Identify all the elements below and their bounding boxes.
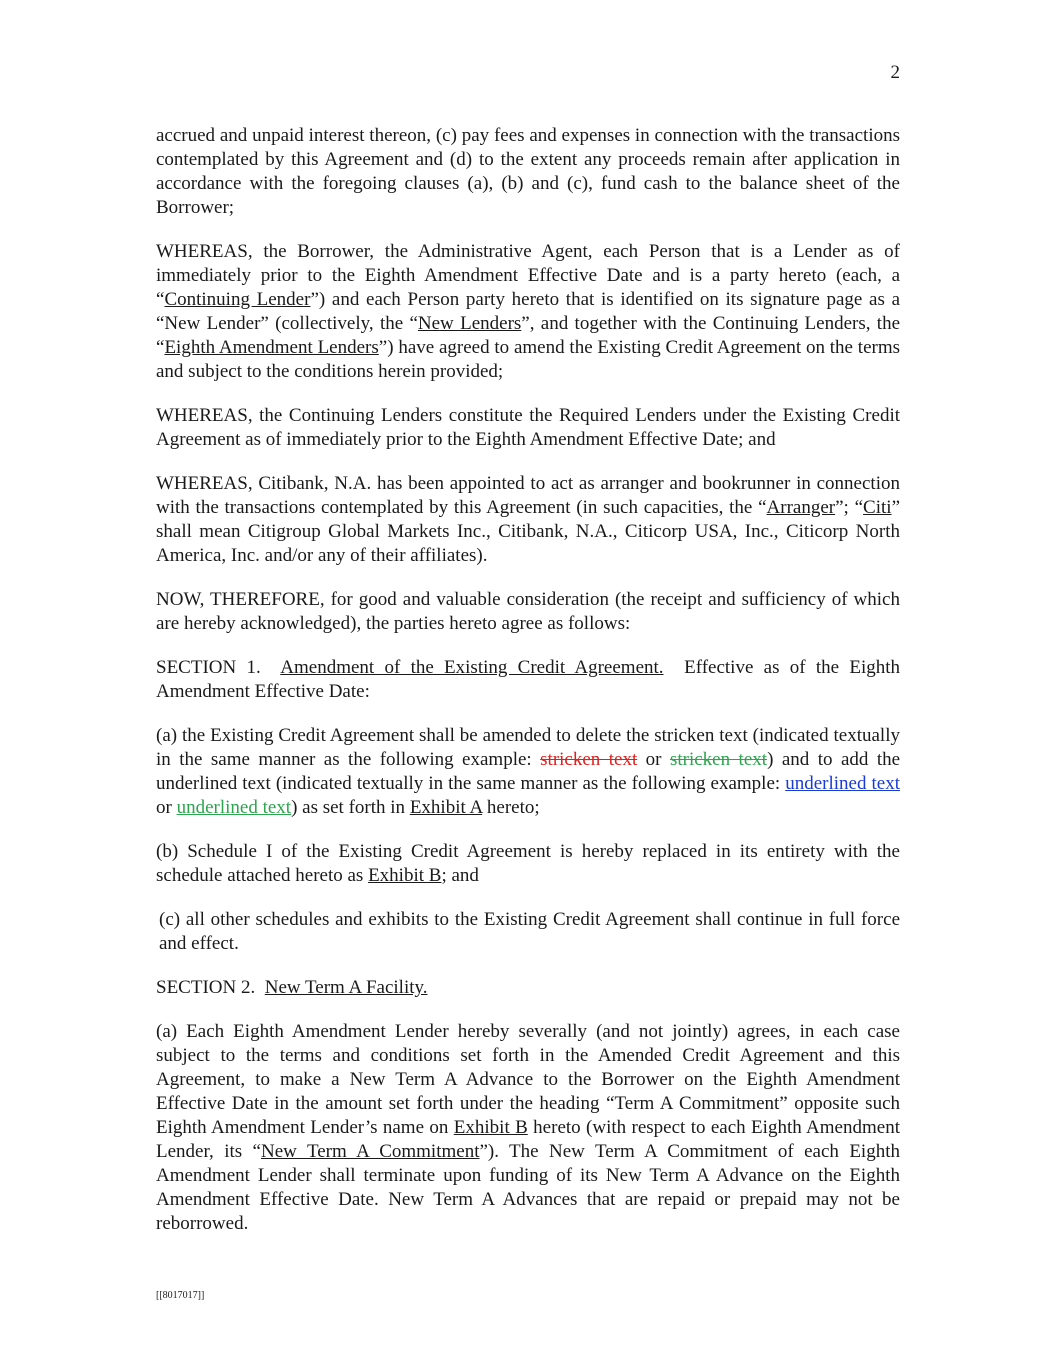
text-run: ”; “ [835, 497, 864, 518]
example-stricken-red: stricken text [540, 749, 638, 770]
section-1-heading: Amendment of the Existing Credit Agreement. [280, 657, 664, 678]
text-run: WHEREAS, Citibank, N.A. has been appointed to act as arranger and bookrunner in connection with the transactions contemplated by this Agreement (in such capacities, the “ [156, 473, 900, 518]
text-run: (b) Schedule I of the Existing Credit Agreement is hereby replaced in its entirety with the schedule attached hereto as [156, 841, 900, 886]
section-2-heading: New Term A Facility. [264, 977, 428, 998]
section-1-label: SECTION 1. [156, 657, 261, 678]
document-body [156, 124, 900, 1256]
paragraph-whereas-arranger [156, 472, 900, 568]
defined-term-eighth-amendment-lenders: Eighth Amendment Lenders [164, 337, 379, 358]
paragraph-whereas-lenders [156, 240, 900, 384]
text-run: WHEREAS, the Borrower, the Administrative Agent, each Person that is a Lender as of immediately prior to the Eighth Amendment Effective Date and is a party hereto (each, a “ [156, 241, 900, 310]
section-1-clause-c: (c) all other schedules and exhibits to the Existing Credit Agreement shall continue in full force and effect. [159, 909, 900, 954]
exhibit-b-reference: Exhibit B [368, 865, 442, 886]
section-2-clause-a [156, 1020, 900, 1236]
text-run: ”). The New Term A Commitment of each Eighth Amendment Lender shall terminate upon funding of its New Term A Advance on the Eighth Amendment Effective Date. New Term A Advances that are repaid or prepaid may not be reborrowed. [156, 1141, 900, 1234]
text-run: ) as set forth in [291, 797, 410, 818]
defined-term-new-lenders: New Lenders [417, 313, 522, 334]
text-run: or [156, 797, 177, 818]
example-stricken-green: stricken text [669, 749, 768, 770]
defined-term-new-term-a-commitment: New Term A Commitment [261, 1141, 480, 1162]
exhibit-b-reference: Exhibit B [453, 1117, 528, 1138]
text-run: (a) the Existing Credit Agreement shall be amended to delete the stricken text (indicated textually in the same manner as the following example: [156, 725, 900, 770]
text-run: (a) Each Eighth Amendment Lender hereby severally (and not jointly) agrees, in each case subject to the terms and conditions set forth in the Amended Credit Agreement and this Agreement, to make a New Term A Advance to the Borrower on the Eighth Amendment Effective Date in the amount set forth under the heading “Term A Commitment” opposite such Eighth Amendment Lender’s name on [156, 1021, 900, 1138]
text-run: ”, and together with the Continuing Lenders, the “ [156, 313, 900, 358]
text-run: ”) have agreed to amend the Existing Credit Agreement on the terms and subject to the conditions herein provided; [156, 337, 901, 382]
defined-term-arranger: Arranger [766, 497, 836, 518]
example-underlined-blue: underlined text [785, 773, 900, 794]
section-1-text: Effective as of the Eighth Amendment Effective Date: [156, 657, 901, 702]
exhibit-a-reference: Exhibit A [409, 797, 483, 818]
section-2-label: SECTION 2. [156, 977, 256, 998]
section-1-clause-b [156, 840, 900, 888]
text-run: hereto; [482, 797, 540, 818]
section-1-clause-a [156, 724, 900, 820]
text-run: or [637, 749, 670, 770]
section-1 [156, 656, 900, 704]
text-run: hereto (with respect to each Eighth Amendment Lender, its “ [156, 1117, 900, 1162]
defined-term-citi: Citi [863, 497, 892, 518]
page-number: 2 [890, 62, 900, 83]
text-run: ”) and each Person party hereto that is identified on its signature page as a “New Lender” (collectively, the “ [156, 289, 900, 334]
section-2 [156, 976, 900, 1000]
text-run: ” shall mean Citigroup Global Markets Inc., Citibank, N.A., Citicorp USA, Inc., Citicorp North America, Inc. and/or any of their affiliates). [156, 497, 900, 566]
document-footer-id: [[8017017]] [156, 1290, 205, 1301]
text-run: ) and to add the underlined text (indicated textually in the same manner as the following example: [156, 749, 901, 794]
defined-term-continuing-lender: Continuing Lender [164, 289, 311, 310]
example-underlined-green: underlined text [176, 797, 292, 818]
paragraph-whereas-required-lenders: WHEREAS, the Continuing Lenders constitute the Required Lenders under the Existing Credit Agreement as of immediately prior to the Eighth Amendment Effective Date; and [156, 405, 900, 450]
paragraph-now-therefore: NOW, THEREFORE, for good and valuable consideration (the receipt and sufficiency of which are hereby acknowledged), the parties hereto agree as follows: [156, 589, 900, 634]
text-run: ; and [441, 865, 479, 886]
paragraph-proceeds: accrued and unpaid interest thereon, (c) pay fees and expenses in connection with the transactions contemplated by this Agreement and (d) to the extent any proceeds remain after application in accordance with the foregoing clauses (a), (b) and (c), fund cash to the balance sheet of the Borrower; [156, 125, 900, 218]
